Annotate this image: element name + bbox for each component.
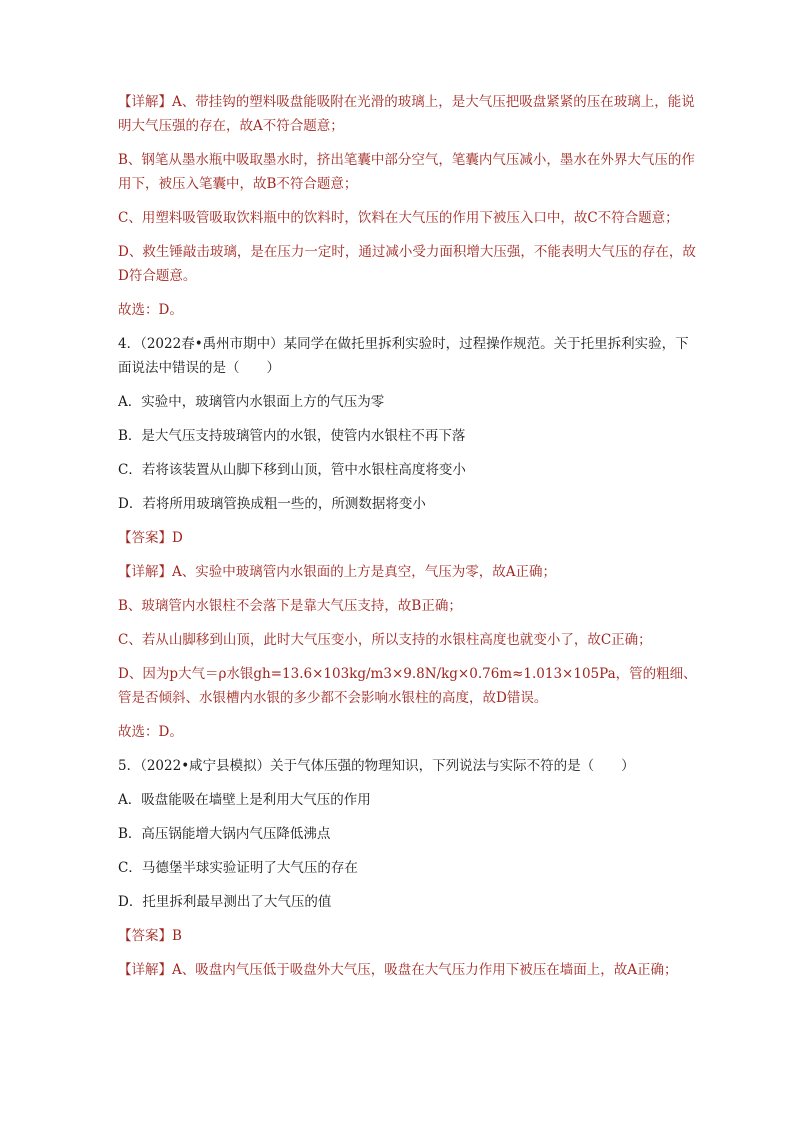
question-4-option-a: A．实验中，玻璃管内水银面上方的气压为零 — [118, 394, 385, 410]
explanation-paragraph: D、救生锤敲击玻璃，是在压力一定时，通过减小受力面积增大压强，不能表明大气压的存在，故D符合题意。 — [118, 244, 696, 284]
explanation-paragraph: B、钢笔从墨水瓶中吸取墨水时，挤出笔囊中部分空气，笔囊内气压减小，墨水在外界大气压的作用下，被压入笔囊中，故B不符合题意； — [118, 152, 695, 192]
question-5-option-c: C．马德堡半球实验证明了大气压的存在 — [118, 860, 358, 876]
question-5-option-d: D．托里拆利最早测出了大气压的值 — [118, 894, 332, 910]
question-4-option-d: D．若将所用玻璃管换成粗一些的，所测数据将变小 — [118, 496, 426, 512]
explanation-paragraph: C、用塑料吸管吸取饮料瓶中的饮料时，饮料在大气压的作用下被压入口中，故C不符合题意； — [118, 210, 679, 226]
explanation-paragraph: D、因为p大气＝ρ水银gh=13.6×103kg/m3×9.8N/kg×0.76m≈1.013×105Pa，管的粗细、管是否倾斜、水银槽内水银的多少都不会影响水银柱的高度，故D错误。 — [118, 666, 697, 706]
explanation-paragraph: C、若从山脚移到山顶，此时大气压变小，所以支持的水银柱高度也就变小了，故C正确； — [118, 632, 652, 648]
question-4-option-c: C．若将该装置从山脚下移到山顶，管中水银柱高度将变小 — [118, 462, 466, 478]
question-5-option-b: B．高压锅能增大锅内气压降低沸点 — [118, 826, 331, 842]
question-4-stem: 4．（2022春•禹州市期中）某同学在做托里拆利实验时，过程操作规范。关于托里拆利实验，下面说法中错误的是（ ） — [118, 336, 689, 376]
question-5-stem: 5．（2022•咸宁县模拟）关于气体压强的物理知识，下列说法与实际不符的是（ ） — [118, 758, 635, 774]
question-5-option-a: A．吸盘能吸在墙壁上是利用大气压的作用 — [118, 792, 371, 808]
question-5-answer: 【答案】B — [118, 928, 182, 944]
explanation-paragraph: B、玻璃管内水银柱不会落下是靠大气压支持，故B正确； — [118, 598, 462, 614]
question-4-answer: 【答案】D — [118, 530, 183, 546]
explanation-paragraph: 【详解】A、吸盘内气压低于吸盘外大气压，吸盘在大气压力作用下被压在墙面上，故A正确； — [118, 962, 678, 978]
question-4-option-b: B．是大气压支持玻璃管内的水银，使管内水银柱不再下落 — [118, 428, 466, 444]
document-content — [118, 90, 698, 992]
explanation-paragraph: 【详解】A、实验中玻璃管内水银面的上方是真空，气压为零，故A正确； — [118, 564, 556, 580]
answer-conclusion: 故选：D。 — [118, 302, 183, 318]
explanation-paragraph: 【详解】A、带挂钩的塑料吸盘能吸附在光滑的玻璃上，是大气压把吸盘紧紧的压在玻璃上，能说明大气压强的存在，故A不符合题意； — [118, 94, 695, 134]
answer-conclusion: 故选：D。 — [118, 724, 183, 740]
